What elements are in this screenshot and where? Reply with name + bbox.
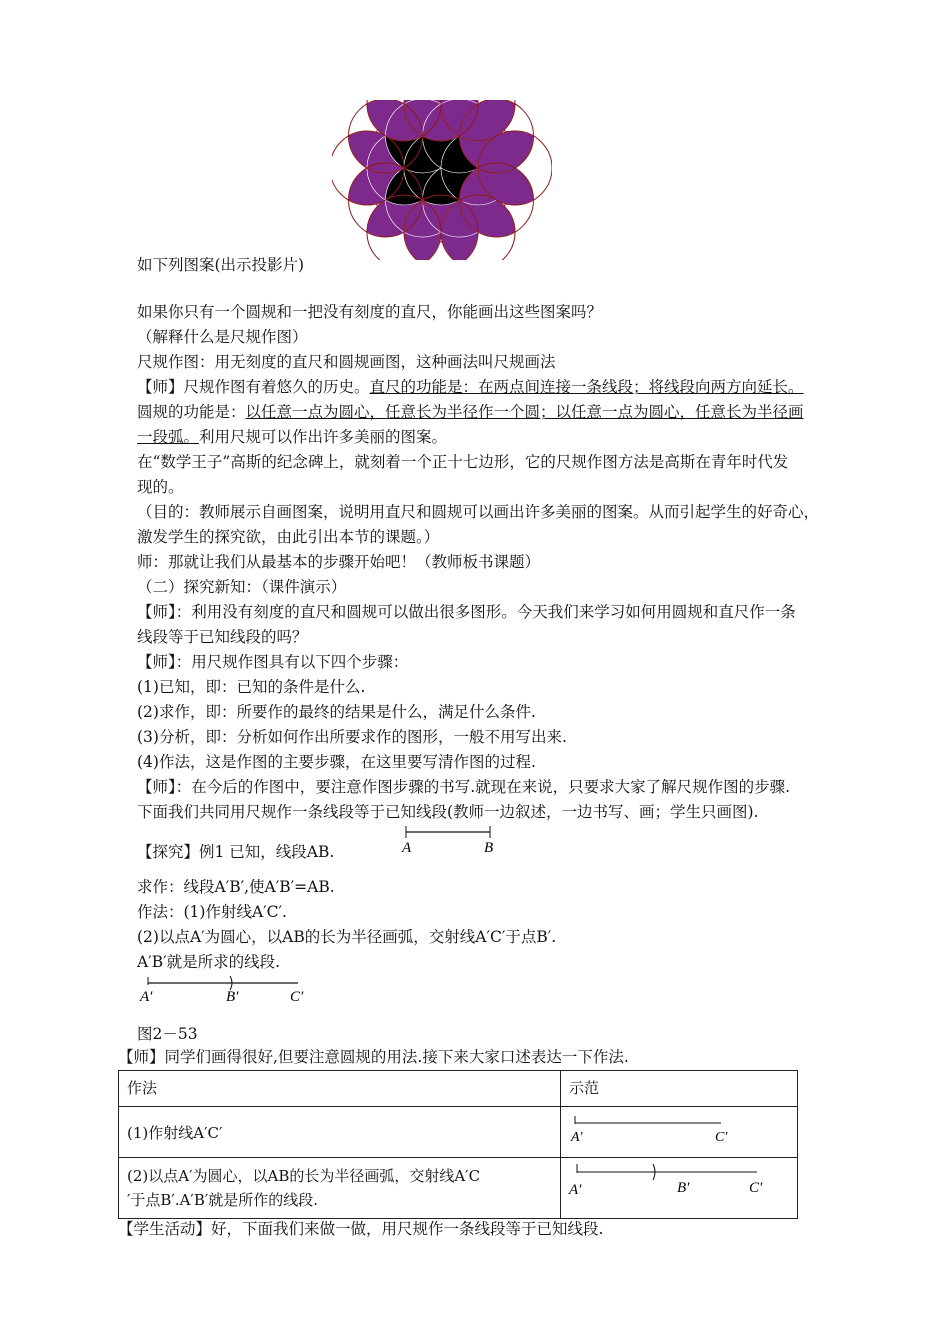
text-line-20: (4)作法，这是作图的主要步骤，在这里要写清作图的过程. (137, 753, 536, 771)
text-line-8: 在“数学王子”高斯的纪念碑上，就刻着一个正十七边形，它的尺规作图方法是高斯在青年时代发 (137, 453, 789, 471)
table-header-demo: 示范 (561, 1071, 798, 1107)
text-line-6 (137, 402, 804, 422)
text-line-24: 求作：线段A′B′,使A′B′=AB. (137, 878, 335, 896)
text-line-4: 尺规作图：用无刻度的直尺和圆规画图，这种画法叫尺规画法 (137, 353, 556, 371)
text-span-underlined: 以任意一点为圆心，任意长为半径作一个圆；以任意一点为圆心，任意长为半径画 (245, 403, 804, 421)
flower-pattern-figure (332, 100, 552, 260)
figure-caption: 图2－53 (137, 1025, 198, 1043)
point-label-c-prime: C′ (290, 989, 304, 1005)
demo-label-b-prime: B′ (677, 1180, 690, 1196)
text-line-16: 【师】：用尺规作图具有以下四个步骤： (137, 653, 409, 671)
segment-ab-figure (398, 820, 508, 856)
text-line-21: 【师】：在今后的作图中，要注意作图步骤的书写.就现在来说，只要求大家了解尺规作图的步骤. (137, 778, 791, 796)
text-line-5 (137, 377, 804, 397)
method-table (118, 1070, 798, 1219)
table-cell-line: (2)以点A′为圆心，以AB的长为半径画弧，交射线A′C (127, 1167, 481, 1185)
text-line-23: 【探究】例1 已知，线段AB. (137, 843, 335, 861)
demo-label-c-prime: C′ (715, 1130, 728, 1145)
text-line-29: 【学生活动】好，下面我们来做一做，用尺规作一条线段等于已知线段. (118, 1220, 604, 1238)
demo-label-a-prime: A′ (571, 1130, 583, 1145)
point-label-b: B (484, 840, 494, 856)
text-span: 【师】尺规作图有着悠久的历史。 (137, 378, 370, 396)
text-line-15: 线段等于已知线段的吗？ (137, 628, 308, 646)
text-line-25: 作法：(1)作射线A′C′. (137, 903, 287, 921)
table-cell-demo-1 (561, 1107, 798, 1158)
text-span-underlined: 一段弧。 (137, 428, 200, 446)
text-line-17: (1)已知，即：已知的条件是什么. (137, 678, 366, 696)
ray-construction-figure (138, 973, 328, 1007)
text-span-underlined: 直尺的功能是：在两点间连接一条线段；将线段向两方向延长。 (369, 378, 804, 396)
point-label-a: A (402, 840, 412, 856)
table-row (119, 1107, 798, 1158)
text-line-18: (2)求作，即：所要作的最终的结果是什么，满足什么条件. (137, 703, 536, 721)
text-span: 圆规的功能是： (137, 403, 246, 421)
text-line-22: 下面我们共同用尺规作一条线段等于已知线段(教师一边叙述，一边书写、画；学生只画图). (137, 803, 759, 821)
table-cell-line: ′于点B′.A′B′就是所作的线段. (127, 1191, 319, 1209)
text-line-13: （二）探究新知：（课件演示） (137, 578, 347, 596)
table-row (119, 1071, 798, 1107)
text-line-2: 如果你只有一个圆规和一把没有刻度的直尺，你能画出这些图案吗？ (137, 303, 603, 321)
table-cell-step-1: (1)作射线A′C′ (119, 1107, 561, 1158)
text-line-9: 现的。 (137, 478, 184, 496)
table-cell-demo-2 (561, 1158, 798, 1219)
text-line-3: （解释什么是尺规作图） (137, 328, 308, 346)
text-line-10: （目的：教师展示自画图案，说明用直尺和圆规可以画出许多美丽的图案。从而引起学生的好奇心， (137, 503, 820, 521)
text-line-1: 如下列图案(出示投影片) (137, 256, 305, 274)
demo-arc-figure (561, 1158, 791, 1212)
point-label-a-prime: A′ (140, 989, 153, 1005)
demo-label-c-prime: C′ (749, 1180, 763, 1196)
text-line-11: 激发学生的探究欲，由此引出本节的课题。） (137, 528, 440, 546)
table-row (119, 1158, 798, 1219)
text-line-7 (137, 427, 447, 447)
demo-label-a-prime: A′ (569, 1182, 582, 1198)
text-line-27: A′B′就是所求的线段. (137, 953, 281, 971)
text-line-14: 【师】：利用没有刻度的直尺和圆规可以做出很多图形。今天我们来学习如何用圆规和直尺作一条 (137, 603, 796, 621)
text-line-28: 【师】同学们画得很好,但要注意圆规的用法.接下来大家口述表达一下作法. (118, 1048, 629, 1066)
table-cell-step-2 (119, 1158, 561, 1219)
point-label-b-prime: B′ (226, 989, 239, 1005)
table-header-method: 作法 (119, 1071, 561, 1107)
text-line-19: (3)分析，即：分析如何作出所要求作的图形，一般不用写出来. (137, 728, 567, 746)
text-span: 利用尺规可以作出许多美丽的图案。 (199, 428, 448, 446)
text-line-12: 师：那就让我们从最基本的步骤开始吧！（教师板书课题） (137, 553, 541, 571)
demo-ray-figure (561, 1107, 791, 1153)
text-line-26: (2)以点A′为圆心，以AB的长为半径画弧，交射线A′C′于点B′. (137, 928, 557, 946)
